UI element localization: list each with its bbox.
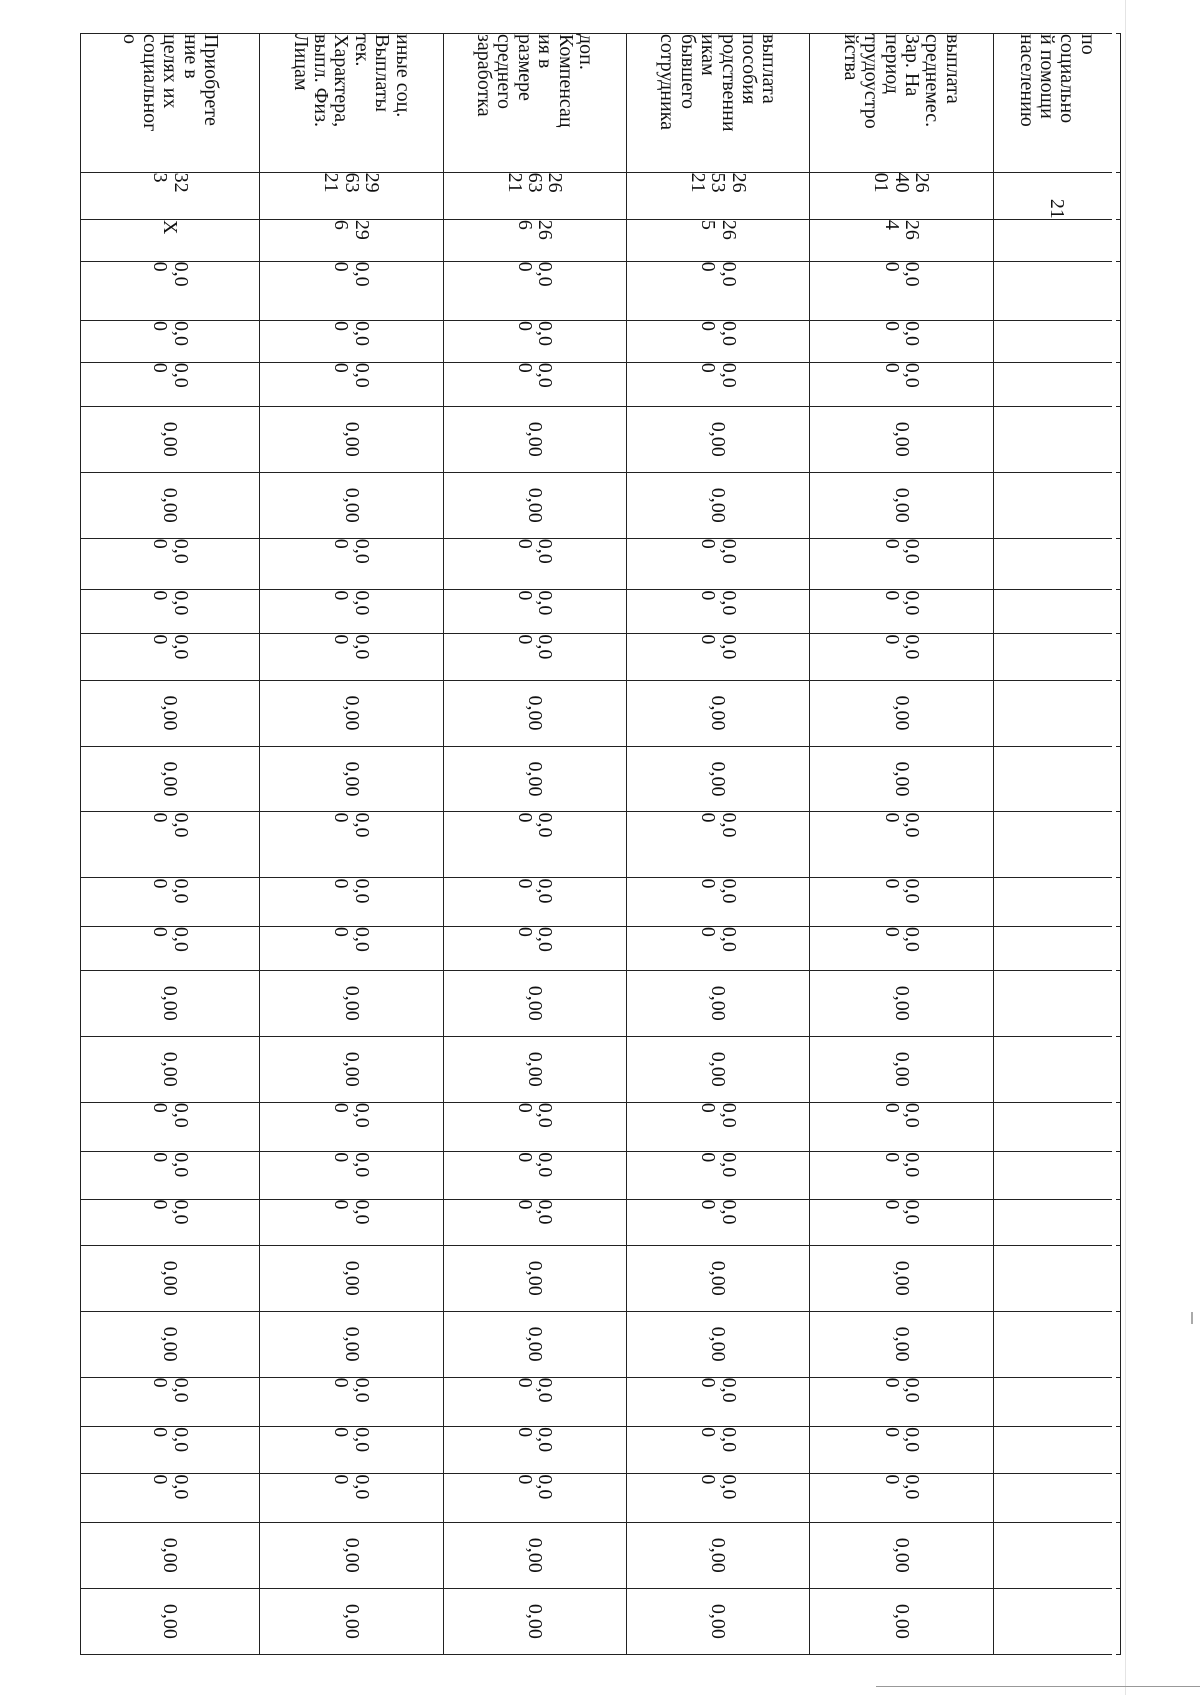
value-cell: 0,0 0 [260, 321, 443, 363]
value-cell: 0,0 0 [627, 634, 810, 680]
value-cell: 0,00 [260, 1245, 443, 1311]
financial-report-table [80, 33, 1121, 1655]
value-cell: 0,00 [260, 1522, 443, 1588]
empty-cell [993, 1036, 1120, 1102]
value-cell: 0,0 0 [260, 812, 443, 878]
value-cell: 0,0 0 [810, 812, 993, 878]
value-cell: 0,00 [81, 1036, 260, 1102]
empty-cell [993, 538, 1120, 590]
value-cell: 0,00 [260, 970, 443, 1036]
value-cell: 0,0 0 [260, 926, 443, 970]
value-cell: 0,0 0 [627, 1427, 810, 1474]
value-cell: 0,0 0 [443, 1199, 626, 1245]
scan-edge [1125, 0, 1126, 1695]
value-cell: 0,00 [810, 1588, 993, 1654]
empty-cell [993, 1588, 1120, 1654]
value-cell: 0,00 [810, 1522, 993, 1588]
value-cell: 0,0 0 [81, 1152, 260, 1199]
value-cell: 0,00 [810, 472, 993, 538]
row-subcode: 29 6 [260, 219, 443, 261]
empty-cell [993, 590, 1120, 634]
value-cell: 0,0 0 [443, 1152, 626, 1199]
value-cell: 0,00 [81, 1245, 260, 1311]
value-cell: 0,0 0 [443, 590, 626, 634]
value-cell: 0,00 [810, 680, 993, 746]
value-cell: 0,0 0 [260, 1102, 443, 1151]
value-cell: 0,00 [443, 1522, 626, 1588]
empty-cell [993, 1522, 1120, 1588]
value-cell: 0,0 0 [443, 1427, 626, 1474]
value-cell: 0,0 0 [627, 1102, 810, 1151]
empty-cell [993, 746, 1120, 812]
row-code: 26 40 01 [810, 172, 993, 219]
row-code: 26 53 21 [627, 172, 810, 219]
value-cell: 0,0 0 [443, 1377, 626, 1426]
value-cell: 0,0 0 [443, 261, 626, 320]
value-cell: 0,00 [260, 680, 443, 746]
value-cell: 0,00 [810, 746, 993, 812]
value-cell: 0,0 0 [260, 538, 443, 590]
empty-cell [993, 1199, 1120, 1245]
value-cell: 0,0 0 [443, 538, 626, 590]
value-cell: 0,00 [260, 1311, 443, 1377]
empty-cell [993, 1245, 1120, 1311]
value-cell: 0,0 0 [81, 878, 260, 926]
value-cell: 0,00 [260, 1588, 443, 1654]
value-cell: 0,00 [443, 680, 626, 746]
value-cell: 0,00 [81, 1588, 260, 1654]
empty-cell [993, 812, 1120, 878]
value-cell: 0,0 0 [443, 926, 626, 970]
row-label: доп. Компенсац ия в размере среднего заработка [443, 34, 626, 173]
value-cell: 0,0 0 [627, 1152, 810, 1199]
value-cell: 0,00 [627, 1036, 810, 1102]
value-cell: 0,0 0 [81, 634, 260, 680]
value-cell: 0,0 0 [81, 1427, 260, 1474]
value-cell: 0,0 0 [810, 1199, 993, 1245]
value-cell: 0,0 0 [810, 362, 993, 406]
value-cell: 0,00 [443, 1036, 626, 1102]
value-cell: 0,00 [443, 472, 626, 538]
value-cell: 0,00 [627, 1588, 810, 1654]
table-row [81, 34, 260, 1655]
row-label: Приобрете ние в целях их социальног о [81, 34, 260, 173]
value-cell: 0,0 0 [627, 926, 810, 970]
empty-cell [993, 362, 1120, 406]
value-cell: 0,0 0 [260, 634, 443, 680]
empty-cell [993, 472, 1120, 538]
value-cell: 0,0 0 [810, 1102, 993, 1151]
row-subcode: X [81, 219, 260, 261]
value-cell: 0,00 [81, 746, 260, 812]
value-cell: 0,0 0 [81, 321, 260, 363]
value-cell: 0,0 0 [260, 1427, 443, 1474]
empty-cell [993, 878, 1120, 926]
value-cell: 0,0 0 [260, 261, 443, 320]
value-cell: 0,0 0 [627, 1199, 810, 1245]
value-cell: 0,00 [443, 1311, 626, 1377]
value-cell: 0,00 [627, 1522, 810, 1588]
value-cell: 0,0 0 [81, 1102, 260, 1151]
value-cell: 0,00 [627, 746, 810, 812]
value-cell: 0,00 [443, 746, 626, 812]
page-edge [1112, 0, 1116, 1695]
table-row [810, 34, 993, 1655]
value-cell: 0,0 0 [260, 1377, 443, 1426]
value-cell: 0,0 0 [810, 1377, 993, 1426]
value-cell: 0,0 0 [443, 812, 626, 878]
value-cell: 0,00 [260, 746, 443, 812]
value-cell: 0,00 [260, 1036, 443, 1102]
value-cell: 0,00 [443, 970, 626, 1036]
value-cell: 0,00 [627, 1245, 810, 1311]
value-cell: 0,0 0 [260, 878, 443, 926]
value-cell: 0,0 0 [810, 926, 993, 970]
value-cell: 0,0 0 [81, 590, 260, 634]
table-row-header [993, 34, 1120, 1655]
value-cell: 0,0 0 [810, 1152, 993, 1199]
value-cell: 0,00 [81, 406, 260, 472]
value-cell: 0,00 [627, 472, 810, 538]
value-cell: 0,00 [81, 970, 260, 1036]
table-row [443, 34, 626, 1655]
value-cell: 0,0 0 [810, 538, 993, 590]
empty-cell [993, 634, 1120, 680]
value-cell: 0,0 0 [260, 1199, 443, 1245]
value-cell: 0,00 [81, 1311, 260, 1377]
empty-cell [993, 219, 1120, 261]
row-subcode: 26 4 [810, 219, 993, 261]
row-label: иные соц. Выплаты тек. Характера, выпл. Физ. Лицам [260, 34, 443, 173]
value-cell: 0,0 0 [810, 590, 993, 634]
value-cell: 0,0 0 [627, 362, 810, 406]
value-cell: 0,00 [260, 472, 443, 538]
value-cell: 0,0 0 [627, 261, 810, 320]
rotated-table-page [80, 33, 1121, 1655]
value-cell: 0,0 0 [627, 321, 810, 363]
value-cell: 0,0 0 [81, 362, 260, 406]
value-cell: 0,0 0 [443, 634, 626, 680]
empty-cell [993, 680, 1120, 746]
footer-rule [876, 1686, 1200, 1687]
row-code: 26 63 21 [443, 172, 626, 219]
value-cell: 0,00 [810, 406, 993, 472]
row-label: выплата среднемес. Зар. На период трудоустро йства [810, 34, 993, 173]
value-cell: 0,00 [810, 970, 993, 1036]
row-code: 21 [993, 172, 1120, 219]
value-cell: 0,00 [260, 406, 443, 472]
value-cell: 0,0 0 [81, 261, 260, 320]
value-cell: 0,0 0 [810, 321, 993, 363]
value-cell: 0,0 0 [260, 1474, 443, 1522]
value-cell: 0,0 0 [443, 1102, 626, 1151]
value-cell: 0,00 [627, 680, 810, 746]
row-label: выплата пособия родственни икам бывшего сотрудника [627, 34, 810, 173]
empty-cell [993, 926, 1120, 970]
scan-mark [1191, 1312, 1193, 1324]
value-cell: 0,0 0 [627, 1377, 810, 1426]
value-cell: 0,0 0 [81, 812, 260, 878]
value-cell: 0,00 [810, 1245, 993, 1311]
value-cell: 0,0 0 [81, 538, 260, 590]
value-cell: 0,0 0 [443, 321, 626, 363]
value-cell: 0,0 0 [627, 812, 810, 878]
empty-cell [993, 1427, 1120, 1474]
empty-cell [993, 1311, 1120, 1377]
value-cell: 0,00 [443, 1588, 626, 1654]
value-cell: 0,00 [81, 680, 260, 746]
value-cell: 0,0 0 [81, 1377, 260, 1426]
value-cell: 0,0 0 [810, 261, 993, 320]
empty-cell [993, 1474, 1120, 1522]
value-cell: 0,0 0 [443, 878, 626, 926]
value-cell: 0,0 0 [81, 926, 260, 970]
value-cell: 0,00 [443, 1245, 626, 1311]
table-row [627, 34, 810, 1655]
empty-cell [993, 970, 1120, 1036]
value-cell: 0,0 0 [627, 590, 810, 634]
value-cell: 0,0 0 [810, 878, 993, 926]
value-cell: 0,0 0 [260, 1152, 443, 1199]
value-cell: 0,0 0 [260, 362, 443, 406]
value-cell: 0,0 0 [810, 634, 993, 680]
value-cell: 0,0 0 [627, 538, 810, 590]
empty-cell [993, 1152, 1120, 1199]
value-cell: 0,00 [443, 406, 626, 472]
empty-cell [993, 1102, 1120, 1151]
row-subcode: 26 6 [443, 219, 626, 261]
value-cell: 0,00 [81, 472, 260, 538]
row-code: 29 63 21 [260, 172, 443, 219]
row-label: по социально й помощи населению [993, 34, 1120, 173]
value-cell: 0,0 0 [81, 1199, 260, 1245]
value-cell: 0,0 0 [81, 1474, 260, 1522]
value-cell: 0,00 [81, 1522, 260, 1588]
value-cell: 0,00 [810, 1311, 993, 1377]
empty-cell [993, 321, 1120, 363]
value-cell: 0,00 [627, 406, 810, 472]
row-subcode: 26 5 [627, 219, 810, 261]
value-cell: 0,00 [627, 970, 810, 1036]
value-cell: 0,0 0 [627, 1474, 810, 1522]
value-cell: 0,0 0 [810, 1427, 993, 1474]
value-cell: 0,00 [810, 1036, 993, 1102]
empty-cell [993, 406, 1120, 472]
value-cell: 0,00 [627, 1311, 810, 1377]
value-cell: 0,0 0 [260, 590, 443, 634]
value-cell: 0,0 0 [443, 362, 626, 406]
empty-cell [993, 1377, 1120, 1426]
value-cell: 0,0 0 [627, 878, 810, 926]
value-cell: 0,0 0 [443, 1474, 626, 1522]
row-code: 32 3 [81, 172, 260, 219]
table-row [260, 34, 443, 1655]
empty-cell [993, 261, 1120, 320]
value-cell: 0,0 0 [810, 1474, 993, 1522]
